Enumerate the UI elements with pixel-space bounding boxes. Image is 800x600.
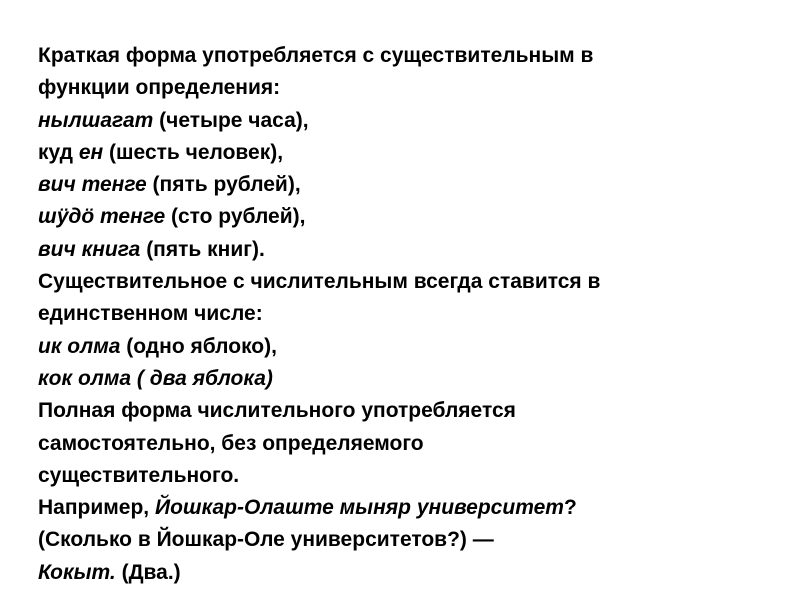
example-translation: (Два.) (115, 560, 181, 584)
example-line-3 (38, 169, 778, 201)
text-line-9: единственном числе: (38, 302, 263, 326)
example-marii: нылшагат (38, 108, 154, 132)
body-text (38, 40, 778, 589)
text-line-14: существительного. (38, 463, 240, 487)
text-line-1: Краткая форма употребляется с существительным в (38, 44, 594, 67)
example-line-1 (38, 105, 778, 137)
example-line-9 (38, 557, 778, 589)
text-line-12: Полная форма числительного употребляется (38, 399, 516, 423)
example-translation: ? (563, 496, 577, 520)
example-marii: ен (78, 140, 104, 164)
example-translation: (пять рублей), (146, 173, 301, 197)
example-line-4 (38, 201, 778, 233)
example-marii: кок олма ( два яблока) (38, 366, 273, 390)
example-line-7 (38, 363, 778, 395)
text-line-13: самостоятельно, без определяемого (38, 431, 424, 455)
example-translation: (одно яблоко), (120, 334, 277, 358)
example-marii: Йошкар-Олаште мыняр университет (154, 496, 564, 520)
example-line-8 (38, 492, 778, 524)
example-lead: Например, (38, 496, 155, 520)
text-line-2: функции определения: (38, 76, 281, 100)
example-line-6 (38, 331, 778, 363)
example-translation: (шесть человек), (103, 140, 284, 164)
example-marii: вич тенге (38, 173, 147, 197)
example-marii: ик олма (38, 334, 121, 358)
example-plain: куд (38, 140, 79, 164)
example-marii: вич книга (38, 237, 141, 261)
text-line-16: (Сколько в Йошкар-Оле университетов?) — (38, 528, 494, 552)
example-translation: (пять книг). (140, 237, 265, 261)
example-translation: (сто рублей), (165, 205, 306, 229)
example-line-2 (38, 137, 778, 169)
text-line-8: Существительное с числительным всегда ставится в (38, 270, 601, 294)
example-marii: шÿдö тенге (38, 205, 166, 229)
example-translation: (четыре часа), (153, 108, 309, 132)
example-line-5 (38, 234, 778, 266)
example-marii: Кокыт. (38, 560, 116, 584)
